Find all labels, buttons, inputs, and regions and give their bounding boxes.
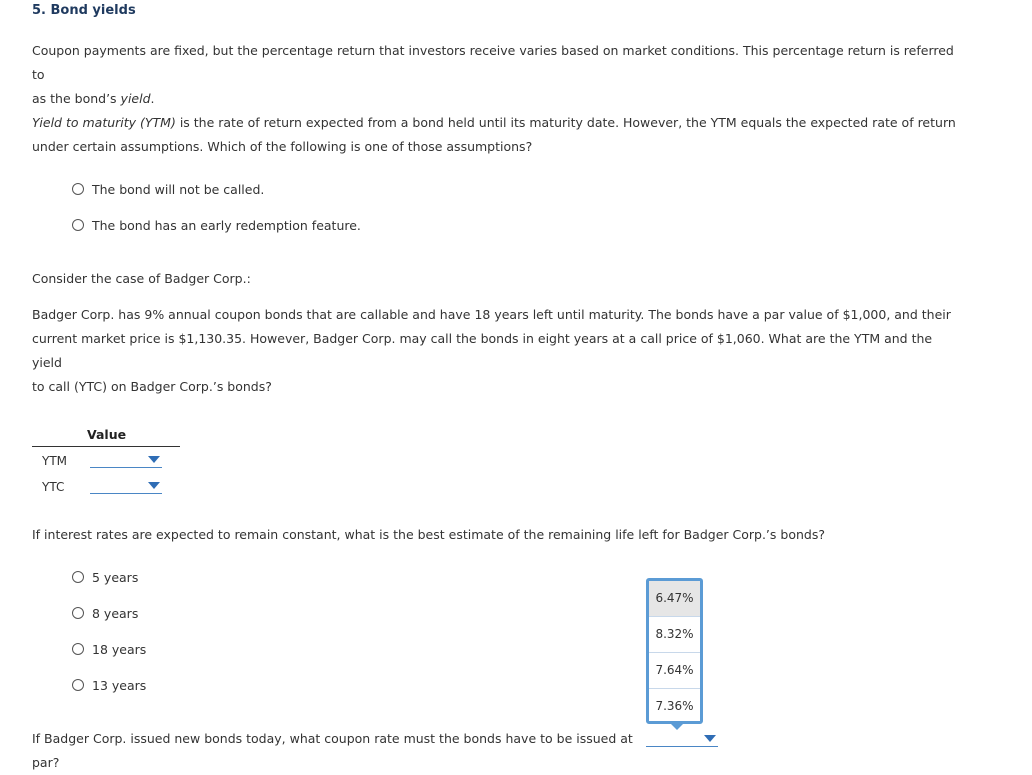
case-paragraph: Badger Corp. has 9% annual coupon bonds that are callable and have 18 years left until maturity. The bonds have a par value of $1,000, and their current market price is $1,130.35. However, Badger Corp. may call the bonds in eight years at a call price of $1,060. What are the YTM and the yield to call (YTC) on Badger Corp.’s bonds? (32, 307, 951, 394)
dropdown-option[interactable]: 6.47% (649, 581, 700, 617)
life-option-13-years[interactable]: 13 years (72, 677, 146, 693)
assumption-option-early-redemption[interactable]: The bond has an early redemption feature. (72, 217, 361, 233)
table-row-label-ytc: YTC (42, 480, 65, 494)
radio-button[interactable] (72, 571, 84, 583)
assumption-option-not-called[interactable]: The bond will not be called. (72, 181, 264, 197)
intro-line-1: Coupon payments are fixed, but the percentage return that investors receive varies based on market conditions. This percentage return is referred to (32, 43, 954, 82)
radio-button[interactable] (72, 607, 84, 619)
dropdown-option[interactable]: 7.36% (655, 699, 694, 713)
coupon-rate-dropdown[interactable] (646, 733, 718, 747)
ytm-dropdown[interactable] (90, 454, 162, 468)
ytm-question-paragraph (32, 111, 962, 159)
question-title: 5. Bond yields (32, 3, 136, 18)
life-question: If interest rates are expected to remain constant, what is the best estimate of the remaining life left for Badger Corp.’s bonds? (32, 527, 825, 542)
chevron-down-icon (148, 456, 160, 463)
table-header-divider (32, 446, 180, 447)
radio-button[interactable] (72, 219, 84, 231)
table-row-label-ytm: YTM (42, 454, 68, 468)
dropdown-option[interactable]: 7.64% (649, 653, 700, 689)
life-option-18-years[interactable]: 18 years (72, 641, 146, 657)
coupon-dropdown-menu (646, 578, 703, 724)
dropdown-option[interactable]: 8.32% (649, 617, 700, 653)
case-heading: Consider the case of Badger Corp.: (32, 271, 251, 286)
radio-button[interactable] (72, 183, 84, 195)
ytm-question-line-1: Yield to maturity (YTM) is the rate of return expected from a bond held until its maturity date. However, the YTM equals the expected rate of return (32, 115, 956, 130)
radio-button[interactable] (72, 643, 84, 655)
chevron-down-icon (148, 482, 160, 489)
ytm-question-line-2: under certain assumptions. Which of the following is one of those assumptions? (32, 139, 533, 154)
life-option-8-years[interactable]: 8 years (72, 605, 138, 621)
coupon-question: If Badger Corp. issued new bonds today, what coupon rate must the bonds have to be issued at par? (32, 731, 633, 770)
ytc-dropdown[interactable] (90, 480, 162, 494)
radio-button[interactable] (72, 679, 84, 691)
dropdown-pointer-icon (668, 721, 686, 730)
intro-line-2: as the bond’s yield. (32, 91, 155, 106)
chevron-down-icon (704, 735, 716, 742)
life-option-5-years[interactable]: 5 years (72, 569, 138, 585)
table-header-value: Value (87, 427, 127, 442)
intro-paragraph (32, 39, 962, 111)
